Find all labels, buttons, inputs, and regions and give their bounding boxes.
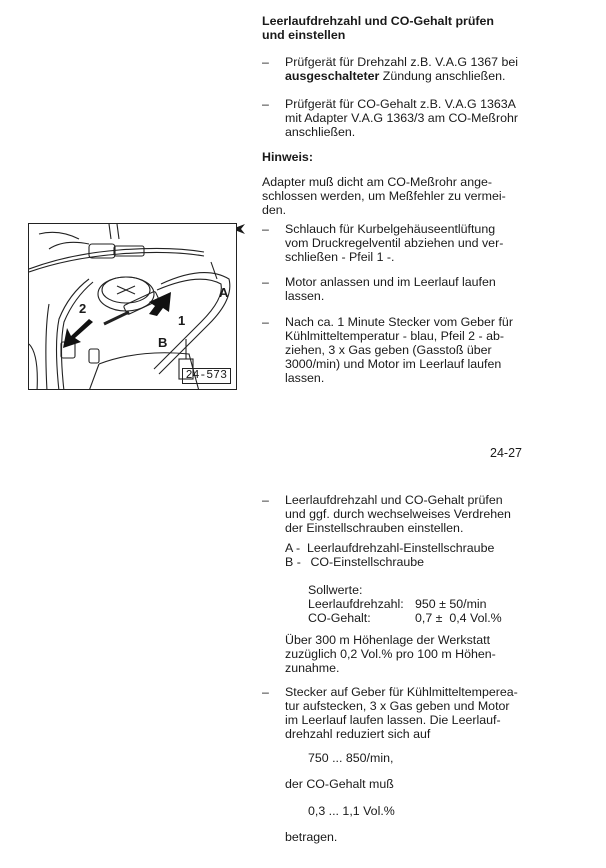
figure-label-b: B (158, 335, 168, 350)
step-text: Nach ca. 1 Minute Stecker vom Geber für (285, 315, 513, 329)
spec-value: 0,7 ± 0,4 Vol.% (415, 611, 502, 625)
title-line-2: und einstellen (262, 28, 346, 42)
dash-bullet: – (262, 55, 269, 69)
figure-id: 24-573 (182, 368, 231, 384)
legend-key: B - (285, 555, 301, 569)
step-disconnect-sensor (262, 315, 562, 385)
altitude-line: zuzüglich 0,2 Vol.% pro 100 m Höhen- (285, 647, 496, 661)
step-text (285, 69, 562, 83)
co-intro: der CO-Gehalt muß (285, 777, 394, 791)
step-text: der Einstellschrauben einstellen. (285, 521, 464, 535)
dash-bullet: – (262, 685, 269, 699)
spec-title: Sollwerte: (308, 583, 363, 597)
step-text: im Leerlauf laufen lassen. Die Leerlauf- (285, 713, 501, 727)
spec-row (308, 611, 502, 625)
dash-bullet: – (262, 275, 269, 289)
step-text: Kühlmitteltemperatur - blau, Pfeil 2 - ab- (285, 329, 504, 343)
legend-value: CO-Einstellschraube (307, 555, 425, 569)
step-text: und ggf. durch wechselweises Verdrehen (285, 507, 511, 521)
note-line: Adapter muß dicht am CO-Meßrohr ange- (262, 175, 492, 189)
page-number: 24-27 (490, 446, 522, 460)
step-text: tur aufstecken, 3 x Gas geben und Motor (285, 699, 510, 713)
dash-bullet: – (262, 97, 269, 111)
note-line: den. (262, 203, 287, 217)
step-reconnect-sensor (262, 685, 562, 741)
title-line-1: Leerlaufdrehzahl und CO-Gehalt prüfen (262, 14, 494, 28)
target-values (308, 583, 502, 625)
step-start-engine (262, 275, 562, 303)
step-text: schließen - Pfeil 1 -. (285, 250, 395, 264)
dash-bullet: – (262, 222, 269, 236)
note-title: Hinweis: (262, 150, 313, 164)
arrow-1-icon (149, 292, 171, 316)
spec-row (308, 597, 502, 611)
step-check-adjust (262, 493, 562, 535)
figure-label-arrow-2: 2 (79, 301, 87, 316)
rpm-range: 750 ... 850/min, (308, 751, 394, 765)
step-text: lassen. (285, 289, 325, 303)
spec-value: 950 ± 50/min (415, 597, 487, 611)
note-text (262, 175, 562, 217)
screw-legend (285, 541, 494, 569)
co-range: 0,3 ... 1,1 Vol.% (308, 804, 395, 818)
step-text: 3000/min) und Motor im Leerlauf laufen (285, 357, 502, 371)
step-connect-co-tester (262, 97, 562, 139)
step-disconnect-hose (262, 222, 562, 264)
spec-key: CO-Gehalt: (308, 611, 371, 625)
altitude-note (285, 633, 496, 675)
legend-key: A - (285, 541, 301, 555)
step-text: Schlauch für Kurbelgehäuseentlüftung (285, 222, 496, 236)
figure-label-arrow-1: 1 (178, 313, 186, 328)
step-text: Stecker auf Geber für Kühlmitteltempereа- (285, 685, 518, 699)
dash-bullet: – (262, 315, 269, 329)
engine-drawing (29, 224, 237, 390)
altitude-line: Über 300 m Höhenlage der Werkstatt (285, 633, 491, 647)
dash-bullet: – (262, 493, 269, 507)
step-text: lassen. (285, 371, 325, 385)
closing-text: betragen. (285, 830, 338, 844)
step-text: Prüfgerät für CO-Gehalt z.B. V.A.G 1363A (285, 97, 516, 111)
legend-row (285, 555, 494, 569)
figure-label-a: A (219, 285, 229, 300)
step-text-tail: Zündung anschließen. (379, 69, 506, 83)
step-text: anschließen. (285, 125, 356, 139)
step-text: Prüfgerät für Drehzahl z.B. V.A.G 1367 bei (285, 55, 519, 69)
note-line: schlossen werden, um Meßfehler zu vermei- (262, 189, 506, 203)
altitude-line: zunahme. (285, 661, 340, 675)
emphasis-text: ausgeschalteter (285, 69, 380, 83)
step-text: mit Adapter V.A.G 1363/3 am CO-Meßrohr (285, 111, 518, 125)
step-text: ziehen, 3 x Gas geben (Gasstoß über (285, 343, 492, 357)
step-text: Leerlaufdrehzahl und CO-Gehalt prüfen (285, 493, 503, 507)
section-title (262, 14, 494, 42)
step-text: vom Druckregelventil abziehen und ver- (285, 236, 504, 250)
engine-illustration (28, 223, 237, 390)
legend-value: Leerlaufdrehzahl-Einstellschraube (307, 541, 495, 555)
step-text: drehzahl reduziert sich auf (285, 727, 431, 741)
legend-row (285, 541, 494, 555)
spec-key: Leerlaufdrehzahl: (308, 597, 404, 611)
step-connect-rpm-tester (262, 55, 562, 83)
arrow-2-icon (63, 319, 93, 348)
step-text: Motor anlassen und im Leerlauf laufen (285, 275, 496, 289)
